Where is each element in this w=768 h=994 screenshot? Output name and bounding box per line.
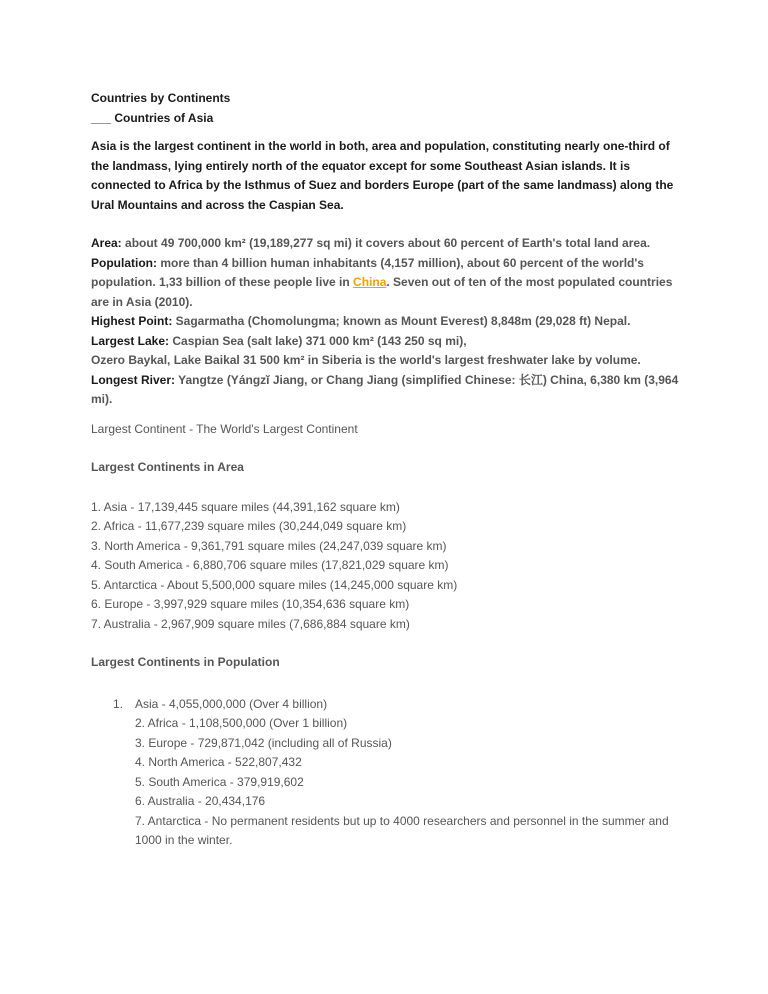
population-item-south-america: 5. South America - 379,919,602 (135, 774, 304, 789)
population-item-australia: 6. Australia - 20,434,176 (135, 794, 266, 808)
fact-largest-lake (91, 332, 691, 352)
asia-facts (91, 234, 691, 410)
area-item-europe: 6. Europe - 3,997,929 square miles (10,354,636 square km) (91, 597, 410, 611)
population-item-number: 1. (113, 696, 124, 711)
population-label: Population: (91, 255, 157, 270)
population-item-europe: 3. Europe - 729,871,042 (including all of Russia) (135, 735, 392, 750)
area-heading: Largest Continents in Area (91, 460, 244, 474)
document-subtitle: ___ Countries of Asia (91, 110, 214, 125)
population-list (91, 695, 691, 851)
lake-label: Largest Lake: (91, 333, 170, 348)
title-block (91, 89, 691, 128)
population-heading: Largest Continents in Population (91, 655, 280, 669)
area-item-antarctica: 5. Antarctica - About 5,500,000 square miles (14,245,000 square km) (91, 577, 458, 592)
area-item-north-america: 3. North America - 9,361,791 square miles (24,247,039 square km) (91, 538, 447, 553)
area-text: about 49 700,000 km² (19,189,277 sq mi) it covers about 60 percent of Earth's total land area. (121, 236, 651, 250)
area-label: Area: (91, 236, 122, 250)
fact-longest-river (91, 371, 691, 410)
river-text: Yangtze (Yángzĭ Jiang, or Chang Jiang (simplified Chinese: 长江) China, 6,380 km (3,964 mi). (91, 372, 679, 406)
fact-baikal: Ozero Baykal, Lake Baikal 31 500 km² in Siberia is the world's largest freshwater lake by volume. (91, 353, 641, 367)
area-item-australia: 7. Australia - 2,967,909 square miles (7,686,884 square km) (91, 616, 410, 631)
population-text-1: more than 4 billion human inhabitants (4,157 million), about 60 percent of the world's population. 1,33 billion of these people live in (91, 255, 644, 289)
intro-paragraph: Asia is the largest continent in the world in both, area and population, constituting nearly one-third of the landmass, lying entirely north of the equator except for some Southeast Asian islands. It is connected to Africa by the Isthmus of Suez and borders Europe (part of the same landmass) along the Ural Mountains and across the Caspian Sea. (91, 139, 674, 212)
population-item-africa: 2. Africa - 1,108,500,000 (Over 1 billion) (135, 716, 348, 730)
fact-area (91, 234, 691, 254)
fact-population (91, 254, 691, 313)
area-list (91, 498, 691, 635)
population-item-antarctica: 7. Antarctica - No permanent residents but up to 4000 researchers and personnel in the summer and 1000 in the winter. (135, 813, 669, 847)
lake-text: Caspian Sea (salt lake) 371 000 km² (143 250 sq mi), (169, 333, 467, 348)
population-item-asia (91, 695, 691, 715)
area-item-asia: 1. Asia - 17,139,445 square miles (44,391,162 square km) (91, 499, 400, 514)
fact-highest-point (91, 312, 691, 332)
population-text-2: . Seven out of ten of the most populated countries are in Asia (2010). (91, 275, 673, 309)
highest-label: Highest Point: (91, 314, 173, 328)
document-title: Countries by Continents (91, 91, 231, 105)
river-label: Longest River: (91, 372, 176, 387)
area-item-south-america: 4. South America - 6,880,706 square miles (17,821,029 square km) (91, 558, 449, 572)
area-item-africa: 2. Africa - 11,677,239 square miles (30,244,049 square km) (91, 519, 407, 533)
highest-text: Sagarmatha (Chomolungma; known as Mount Everest) 8,848m (29,028 ft) Nepal. (172, 314, 631, 328)
largest-continent-heading: Largest Continent - The World's Largest Continent (91, 421, 358, 436)
document-page (91, 89, 691, 851)
population-item-north-america: 4. North America - 522,807,432 (135, 755, 302, 769)
china-link[interactable]: China (353, 275, 387, 289)
population-item-asia-text: Asia - 4,055,000,000 (Over 4 billion) (135, 696, 328, 711)
